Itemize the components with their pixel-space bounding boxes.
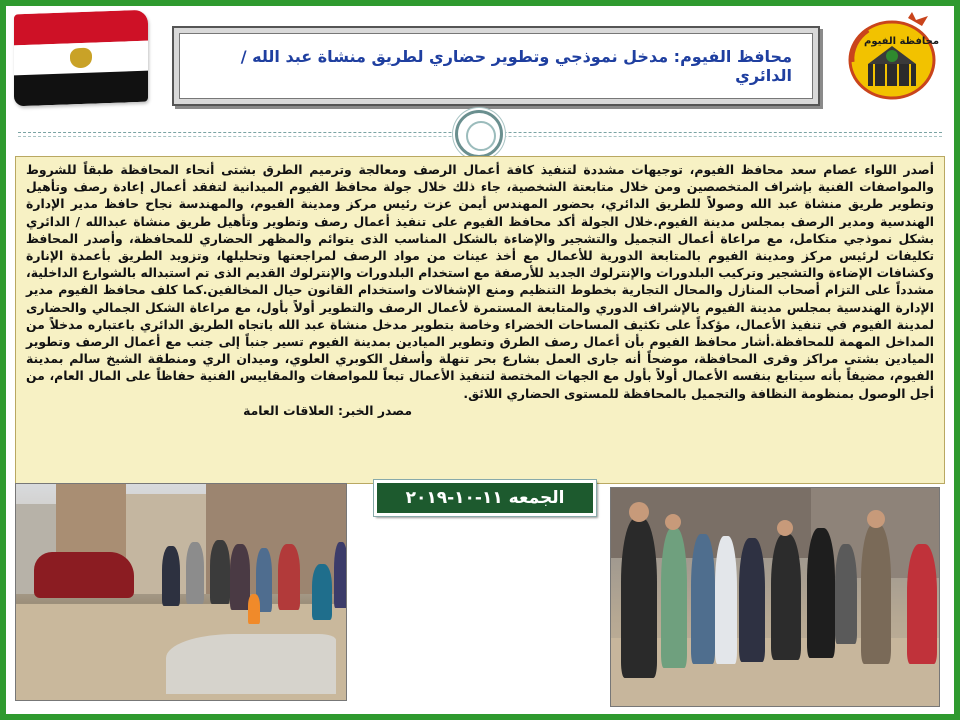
title-box [172,26,820,106]
circle-ornament-icon [455,110,503,158]
article-panel [15,156,945,484]
fayoum-logo-icon [838,10,942,102]
photo-left [15,483,347,701]
date-text: الجمعه ١١-١٠-٢٠١٩ [405,488,565,508]
article-body: أصدر اللواء عصام سعد محافظ الفيوم، توجيهات مشددة لتنفيذ كافة أعمال الرصف ومعالجة وترميم الطرق بشتى أنحاء المحافظة طبقاً للشروط والمواصفات الفنية بإشراف المتخصصين ومن خلال متابعتة الشخصية، جاء ذلك خلال جولة محافظ الفيوم الميدانية لتفقد أعمال إعادة رصف وتأهيل وتطوير طريق منشاة عبد الله وصولاً للطريق الدائري، بحضور المهندس أيمن عزت رئيس مركز ومدينة الفيوم، والمهندسة نجاح حافظ مدير الإدارة الهندسية ومدير الرصف بمجلس مدينة الفيوم.خلال الجولة أكد محافظ الفيوم على تنفيذ أعمال رصف وتطوير وتأهيل طريق منشاة عبدالله / الدائري بشكل نموذجي متكامل، مع مراعاة أعمال التجميل والتشجير والإضاءة بالشكل المناسب الذى يتوائم والمظهر الحضاري للمحافظة، وأصدر المحافظ تكليفات لرئيس مركز ومدينة الفيوم بالمتابعة الدورية للأعمال مع أخذ عينات من مواد الرصف لمراجعتها وتحليلها، وتزويد الطريق بأعمدة الإنارة وكشافات الإضاءة والتشجير وتركيب البلدورات والإنترلوك الجديد للأرصفة مع استخدام البلدورات والإنترلوك القديم الذى تم استبداله بالشوارع الداخلية، مشدداً على التزام أصحاب المنازل والمحال التجارية بخطوط التنظيم ومنع الإشغالات واستخدام القانون حيال المخالفين.كما كلف محافظ الفيوم مدير الإدارة الهندسية بمجلس مدينة الفيوم بالإشراف الدوري والمتابعة المستمرة لأعمال الرصف والتطوير أولاً بأول، مع مراعاة الشكل الجمالي والحضارى لمدينة الفيوم في تنفيذ الأعمال، مؤكداً على تكثيف المساحات الخضراء وخاصة بتطوير مدخل منشاة عبد الله باتجاه الطريق الدائري باعتباره مدخلاً من المداخل المهمة للمحافظة.أشار محافظ الفيوم بأن أعمال رصف الطرق وتطوير الميادين بمدينة الفيوم تسير جنباً إلى جنب مع أعمال الرصف وتطوير الميادين بشتى مراكز وقرى المحافظة، موضحاً أنه جارى العمل بشارع بحر تنهلة وأسفل الكوبري العلوي، وميدان الري ومنطقة الشيخ سالم بمدينة الفيوم، مضيفاً بأنه سيتابع بنفسه الأعمال أولاً بأول مع الجهات المختصة لتنفيذ الأعمال تبعاً للمواصفات والمقاييس الفنية حفاظاً على المال العام، من أجل الوصول بمنظومة النظافة والتجميل بالمحافظة للمستوى الحضاري اللائق. [26,162,934,401]
logo-text: محافظة الفيوم [864,36,940,47]
date-badge [374,480,596,516]
photo-right [610,487,940,707]
egypt-flag-icon [14,10,148,107]
article-source: مصدر الخبر: العلاقات العامة [243,402,412,418]
page-title: محافظ الفيوم: مدخل نموذجي وتطوير حضاري لطريق منشاة عبد الله / الدائري [240,47,792,85]
